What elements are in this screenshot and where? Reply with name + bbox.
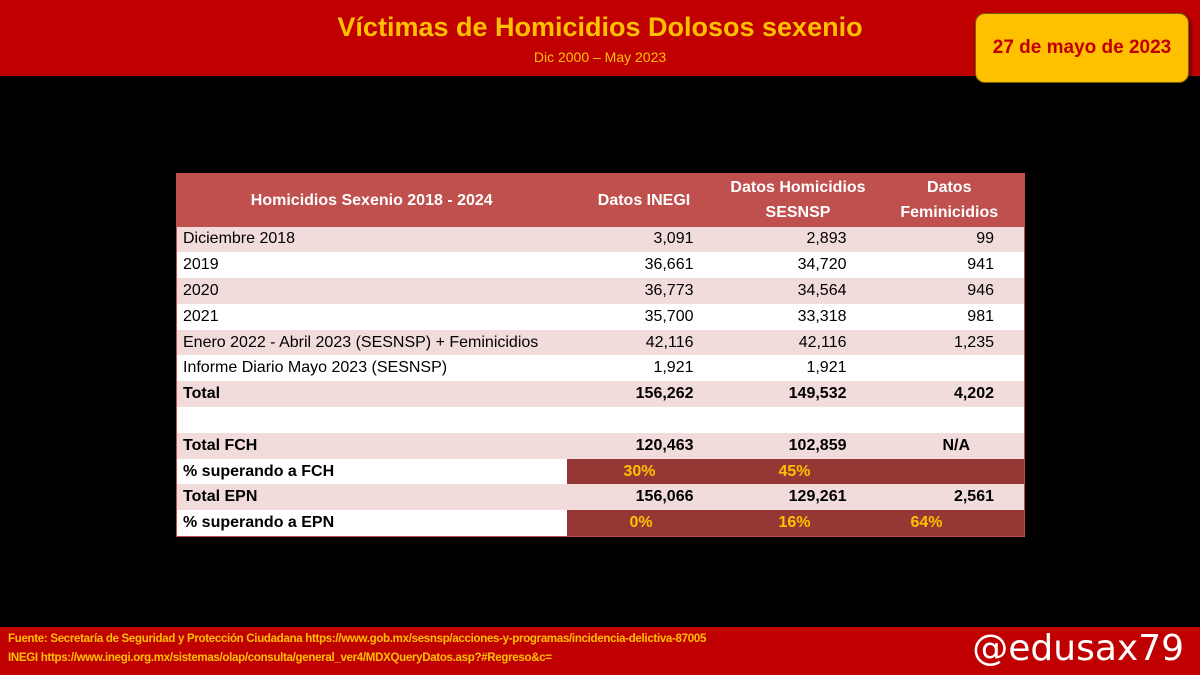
- cell-feminicidios: 941: [875, 252, 1025, 278]
- table-row: [177, 355, 1025, 381]
- row-label: 2020: [177, 278, 567, 304]
- row-label: Total: [177, 381, 567, 407]
- author-handle: @edusax79: [972, 628, 1184, 669]
- header-sesnsp: Datos Homicidios SESNSP: [722, 174, 875, 227]
- homicides-table: [176, 173, 1025, 537]
- total-fch-row: [177, 433, 1025, 459]
- cell-inegi: [567, 407, 722, 433]
- cell-sesnsp: 34,564: [722, 278, 875, 304]
- cell-inegi: 120,463: [567, 433, 722, 459]
- source-line-sesnsp: Fuente: Secretaría de Seguridad y Protección Ciudadana https://www.gob.mx/sesnsp/acciones-y-programas/incidencia-delictiva-87005: [8, 633, 707, 645]
- cell-feminicidios: [875, 355, 1025, 381]
- row-label: % superando a FCH: [177, 459, 567, 485]
- cell-inegi: 1,921: [567, 355, 722, 381]
- cell-sesnsp: [722, 407, 875, 433]
- row-label: % superando a EPN: [177, 510, 567, 536]
- header-period: Homicidios Sexenio 2018 - 2024: [177, 174, 567, 227]
- total-row: [177, 381, 1025, 407]
- pct-fch-row: [177, 459, 1025, 485]
- cell-feminicidios: 1,235: [875, 330, 1025, 356]
- table-row: [177, 252, 1025, 278]
- total-epn-row: [177, 484, 1025, 510]
- cell-inegi-pct: 0%: [567, 510, 722, 536]
- row-label: Enero 2022 - Abril 2023 (SESNSP) + Feminicidios: [177, 330, 567, 356]
- cell-feminicidios: [875, 407, 1025, 433]
- table-row: [177, 278, 1025, 304]
- row-label: Informe Diario Mayo 2023 (SESNSP): [177, 355, 567, 381]
- page-subtitle: Dic 2000 – May 2023: [533, 49, 667, 65]
- row-label: 2021: [177, 304, 567, 330]
- table-row: [177, 304, 1025, 330]
- date-badge: 27 de mayo de 2023: [975, 13, 1189, 83]
- row-label: Total FCH: [177, 433, 567, 459]
- cell-sesnsp: 42,116: [722, 330, 875, 356]
- cell-sesnsp-pct: 16%: [722, 510, 875, 536]
- header-inegi: Datos INEGI: [567, 174, 722, 227]
- cell-sesnsp: 34,720: [722, 252, 875, 278]
- cell-sesnsp: 149,532: [722, 381, 875, 407]
- cell-inegi: 156,066: [567, 484, 722, 510]
- cell-feminicidios-pct: 64%: [875, 510, 1025, 536]
- header-feminicidios: Datos Feminicidios: [875, 174, 1025, 227]
- cell-feminicidios-pct: [875, 459, 1025, 485]
- cell-sesnsp: 129,261: [722, 484, 875, 510]
- footer-bar: [0, 627, 1200, 675]
- cell-inegi: 42,116: [567, 330, 722, 356]
- cell-feminicidios: 4,202: [875, 381, 1025, 407]
- cell-feminicidios: 981: [875, 304, 1025, 330]
- cell-inegi: 3,091: [567, 227, 722, 253]
- source-line-inegi: INEGI https://www.inegi.org.mx/sistemas/olap/consulta/general_ver4/MDXQueryDatos.asp?#Regreso&c=: [8, 652, 552, 664]
- cell-feminicidios: N/A: [875, 433, 1025, 459]
- table-header-row: [177, 174, 1025, 227]
- cell-inegi: 35,700: [567, 304, 722, 330]
- pct-epn-row: [177, 510, 1025, 536]
- cell-inegi-pct: 30%: [567, 459, 722, 485]
- cell-sesnsp: 1,921: [722, 355, 875, 381]
- table-row: [177, 330, 1025, 356]
- cell-sesnsp: 33,318: [722, 304, 875, 330]
- cell-feminicidios: 2,561: [875, 484, 1025, 510]
- cell-inegi: 36,661: [567, 252, 722, 278]
- row-label: Total EPN: [177, 484, 567, 510]
- table-row: [177, 227, 1025, 253]
- cell-feminicidios: 99: [875, 227, 1025, 253]
- spacer-row: [177, 407, 1025, 433]
- row-label: Diciembre 2018: [177, 227, 567, 253]
- cell-feminicidios: 946: [875, 278, 1025, 304]
- page-title: Víctimas de Homicidios Dolosos sexenio: [337, 12, 863, 42]
- cell-inegi: 36,773: [567, 278, 722, 304]
- row-label: 2019: [177, 252, 567, 278]
- cell-sesnsp-pct: 45%: [722, 459, 875, 485]
- row-label: [177, 407, 567, 433]
- cell-inegi: 156,262: [567, 381, 722, 407]
- cell-sesnsp: 2,893: [722, 227, 875, 253]
- cell-sesnsp: 102,859: [722, 433, 875, 459]
